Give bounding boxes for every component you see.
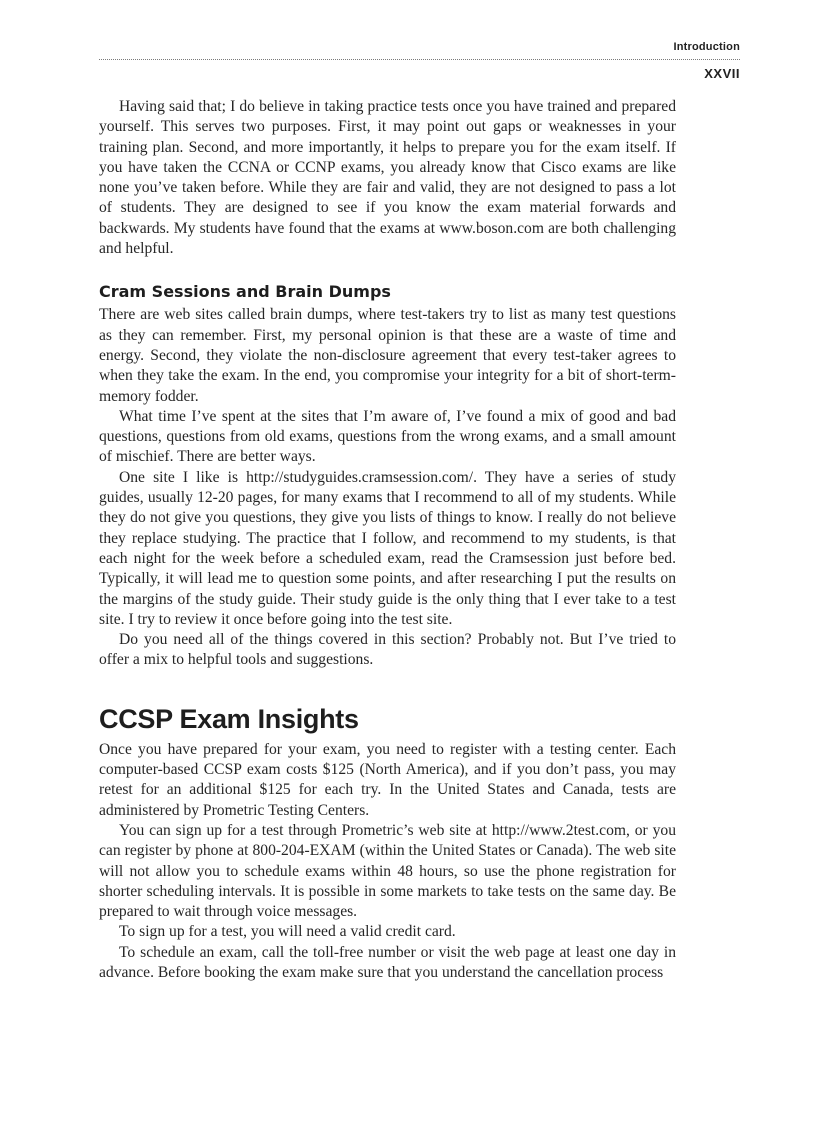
paragraph: There are web sites called brain dumps, where test-takers try to list as many test questions as they can remember. First, my personal opinion is that these are a waste of time and energy. Second, they violate the non-disclosure agreement that every test-taker agrees to when they take the exam. In the end, you compromise your integrity for a bit of short-term-memory fodder. (99, 306, 676, 405)
section-heading-exam-insights: CCSP Exam Insights (99, 703, 359, 734)
intro-paragraph: Having said that; I do believe in taking practice tests once you have trained and prepared yourself. This serves two purposes. First, it may point out gaps or weaknesses in your training plan. Second, and more importantly, it helps to prepare you for the exam itself. If you have taken the CCNA or CCNP exams, you already know that Cisco exams are like none you’ve taken before. While they are fair and valid, they are not designed to pass a lot of students. They are designed to see if you know the exam material forwards and backwards. My students have found that the exams at www.boson.com are both challenging and helpful. (99, 98, 676, 258)
paragraph: What time I’ve spent at the sites that I’m aware of, I’ve found a mix of good and bad questions, questions from old exams, questions from the wrong exams, and a small amount of mischief. There are better ways. (99, 407, 676, 466)
paragraph: Once you have prepared for your exam, you need to register with a testing center. Each computer-based CCSP exam costs $125 (North America), and if you don’t pass, you may retest for an additional $125 for each try. In the United States and Canada, tests are administered by Prometric Testing Centers. (99, 740, 676, 819)
body-text (99, 97, 676, 983)
paragraph: Do you need all of the things covered in this section? Probably not. But I’ve tried to offer a mix to helpful tools and suggestions. (99, 631, 676, 669)
paragraph: One site I like is http://studyguides.cramsession.com/. They have a series of study guides, usually 12-20 pages, for many exams that I recommend to all of my students. While they do not give you questions, they give you lists of things to know. I really do not believe they replace studying. The practice that I follow, and recommend to my students, is that each night for the week before a scheduled exam, read the Cramsession just before bed. Typically, it will lead me to question some points, and after researching I put the results on the margins of the study guide. Their study guide is the only thing that I ever take to a test site. I try to review it once before going into the test site. (99, 468, 676, 628)
paragraph: To schedule an exam, call the toll-free number or visit the web page at least one day in advance. Before booking the exam make sure that you understand the cancellation process (99, 943, 676, 981)
paragraph: To sign up for a test, you will need a valid credit card. (119, 923, 456, 941)
page-number: XXVII (704, 66, 740, 81)
paragraph: You can sign up for a test through Prometric’s web site at http://www.2test.com, or you can register by phone at 800-204-EXAM (within the United States or Canada). The web site will not allow you to schedule exams within 48 hours, so use the phone registration for shorter scheduling intervals. It is possible in some markets to take tests on the same day. Be prepared to wait through voice messages. (99, 821, 676, 921)
header-rule (99, 59, 740, 60)
running-head: Introduction (673, 41, 740, 53)
section-heading-cram-sessions: Cram Sessions and Brain Dumps (99, 282, 391, 302)
